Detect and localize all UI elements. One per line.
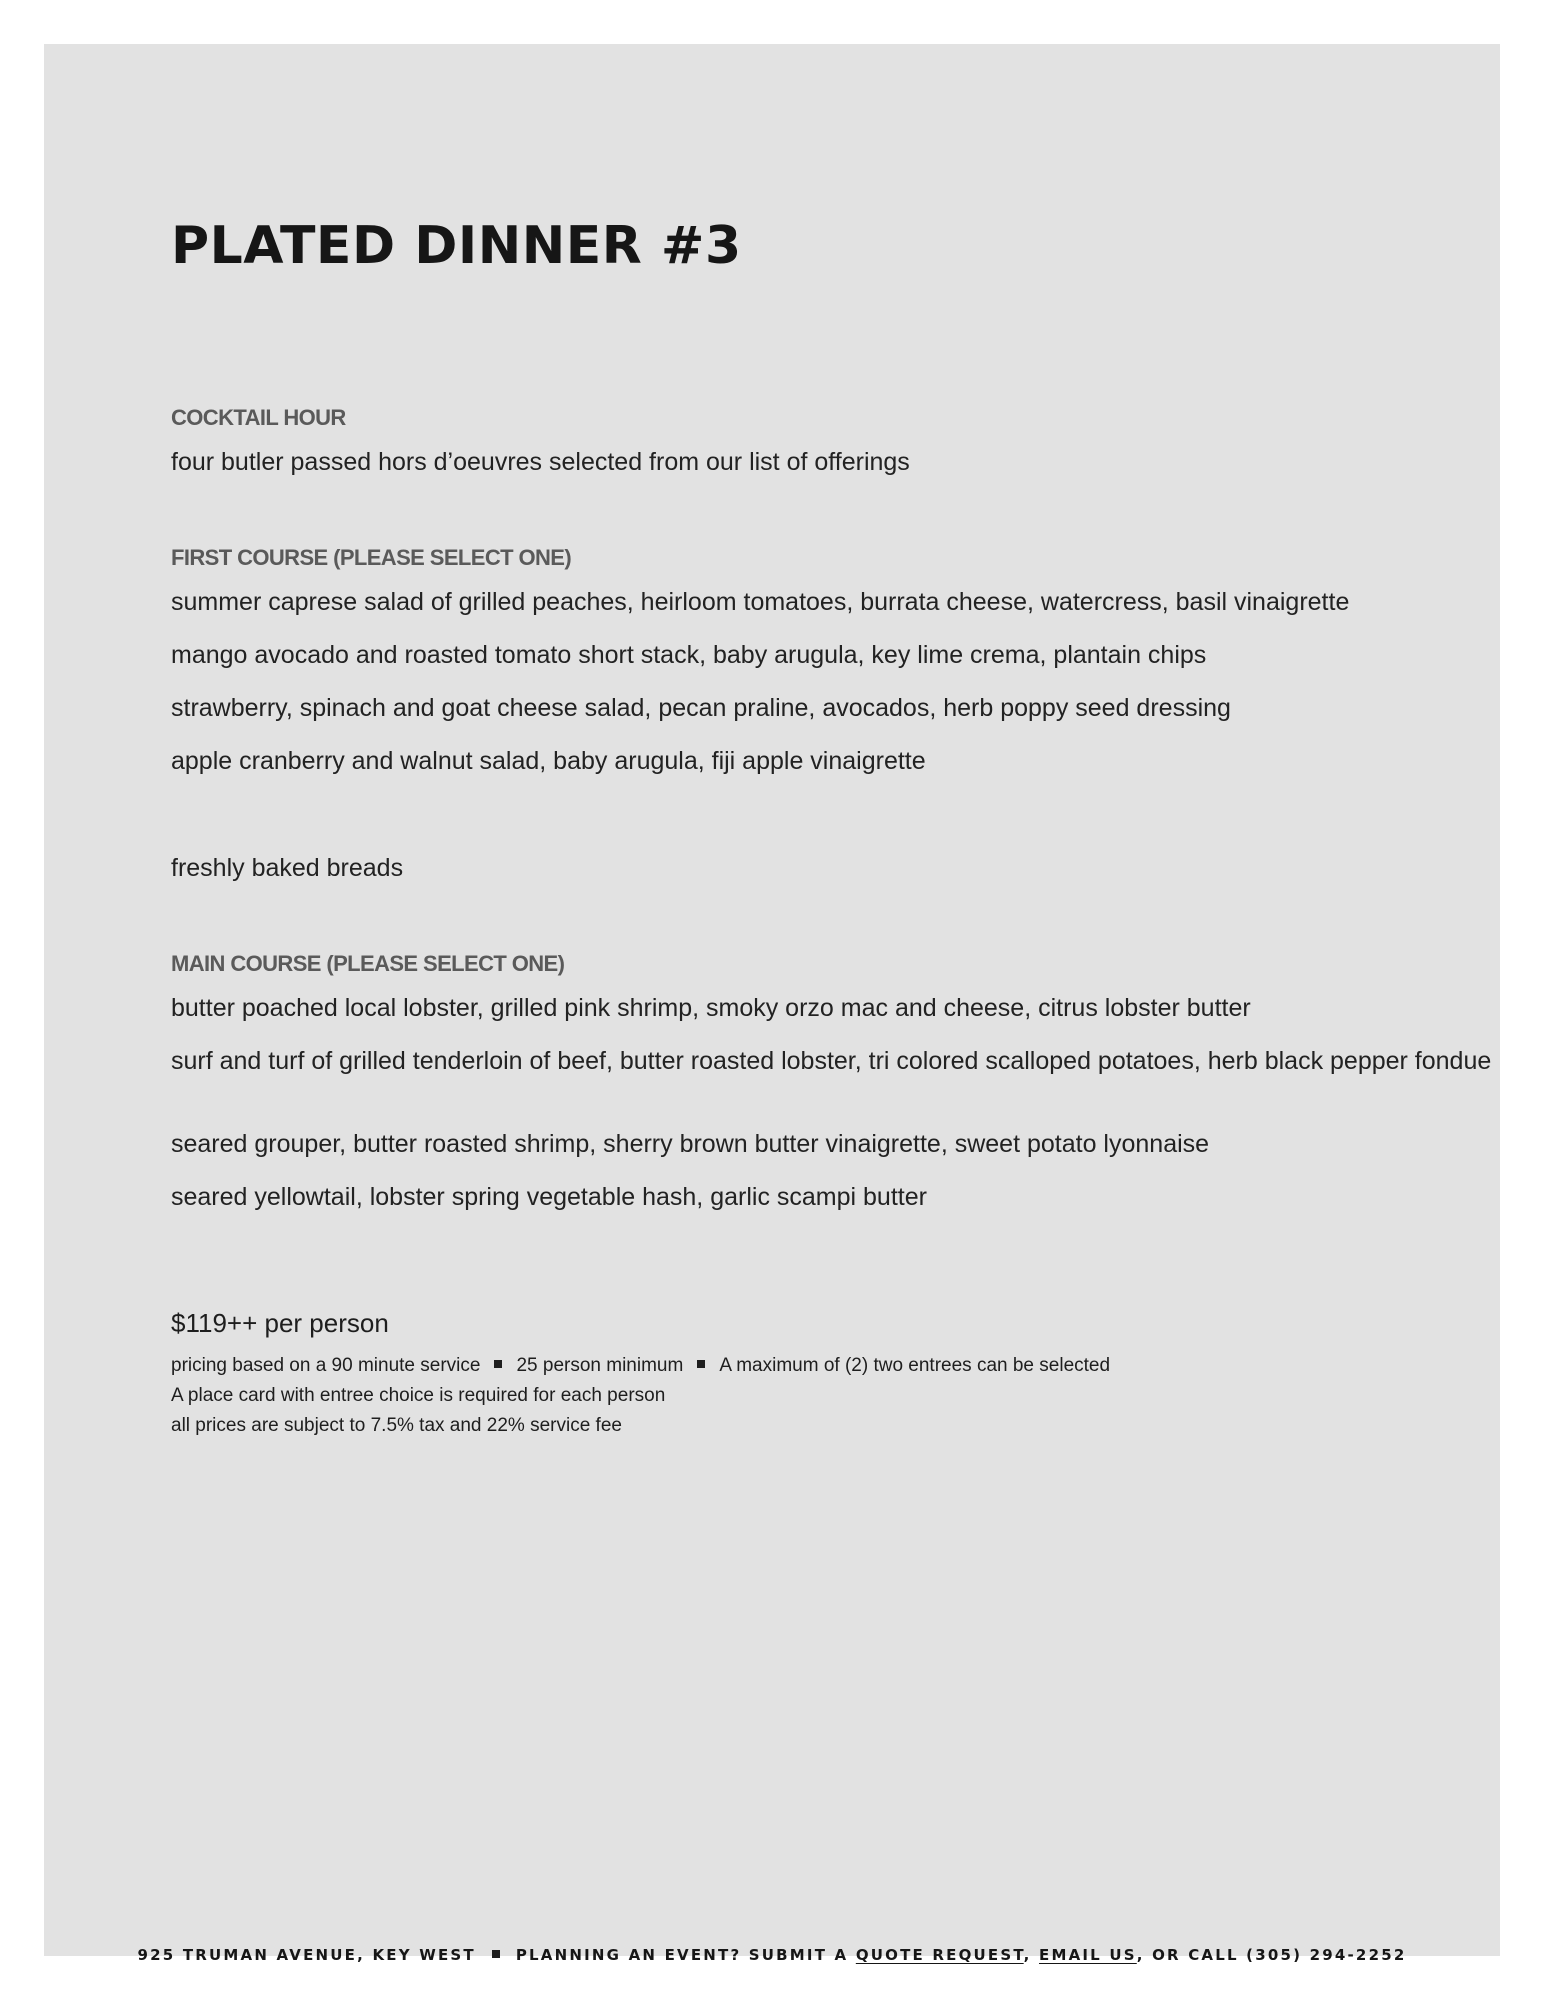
cocktail-hour-heading: COCKTAIL HOUR [171, 405, 346, 430]
main-course-item: seared grouper, butter roasted shrimp, sherry brown butter vinaigrette, sweet potato lyonnaise [171, 1130, 1210, 1158]
tax-note: all prices are subject to 7.5% tax and 22% service fee [171, 1415, 622, 1436]
pricing-notes [171, 1355, 1110, 1377]
first-course-item: strawberry, spinach and goat cheese salad, pecan praline, avocados, herb poppy seed dressing [171, 694, 1231, 722]
footer-comma: , [1023, 1946, 1032, 1964]
email-us-link[interactable]: EMAIL US [1039, 1946, 1137, 1964]
square-bullet-icon [492, 1950, 500, 1958]
first-course-heading: FIRST COURSE (PLEASE SELECT ONE) [171, 545, 572, 570]
footer-address: 925 TRUMAN AVENUE, KEY WEST [137, 1946, 476, 1964]
footer-call: , OR CALL (305) 294-2252 [1136, 1946, 1407, 1964]
main-course-item: surf and turf of grilled tenderloin of beef, butter roasted lobster, tri colored scalloped potatoes, herb black pepper fondue [171, 1047, 1492, 1075]
place-card-note: A place card with entree choice is required for each person [171, 1385, 666, 1406]
quote-request-link[interactable]: QUOTE REQUEST [855, 1946, 1024, 1964]
first-course-item: mango avocado and roasted tomato short stack, baby arugula, key lime crema, plantain chips [171, 641, 1207, 669]
cocktail-hour-item: four butler passed hors d’oeuvres selected from our list of offerings [171, 448, 910, 476]
entree-limit-note: A maximum of (2) two entrees can be selected [719, 1355, 1111, 1376]
footer-lead: PLANNING AN EVENT? SUBMIT A [515, 1946, 849, 1964]
breads-line: freshly baked breads [171, 854, 404, 882]
service-duration-note: pricing based on a 90 minute service [171, 1355, 481, 1376]
first-course-item: summer caprese salad of grilled peaches, heirloom tomatoes, burrata cheese, watercress, basil vinaigrette [171, 588, 1350, 616]
main-course-heading: MAIN COURSE (PLEASE SELECT ONE) [171, 951, 565, 976]
first-course-item: apple cranberry and walnut salad, baby arugula, fiji apple vinaigrette [171, 747, 926, 775]
page-title: PLATED DINNER #3 [171, 216, 742, 276]
square-bullet-icon [494, 1360, 502, 1368]
square-bullet-icon [697, 1360, 705, 1368]
main-course-item: butter poached local lobster, grilled pink shrimp, smoky orzo mac and cheese, citrus lobster butter [171, 994, 1251, 1022]
footer [44, 1946, 1500, 1964]
menu-page [44, 44, 1500, 1964]
price-per-person: $119++ per person [171, 1308, 389, 1338]
main-course-item: seared yellowtail, lobster spring vegetable hash, garlic scampi butter [171, 1183, 927, 1211]
minimum-note: 25 person minimum [516, 1355, 684, 1376]
